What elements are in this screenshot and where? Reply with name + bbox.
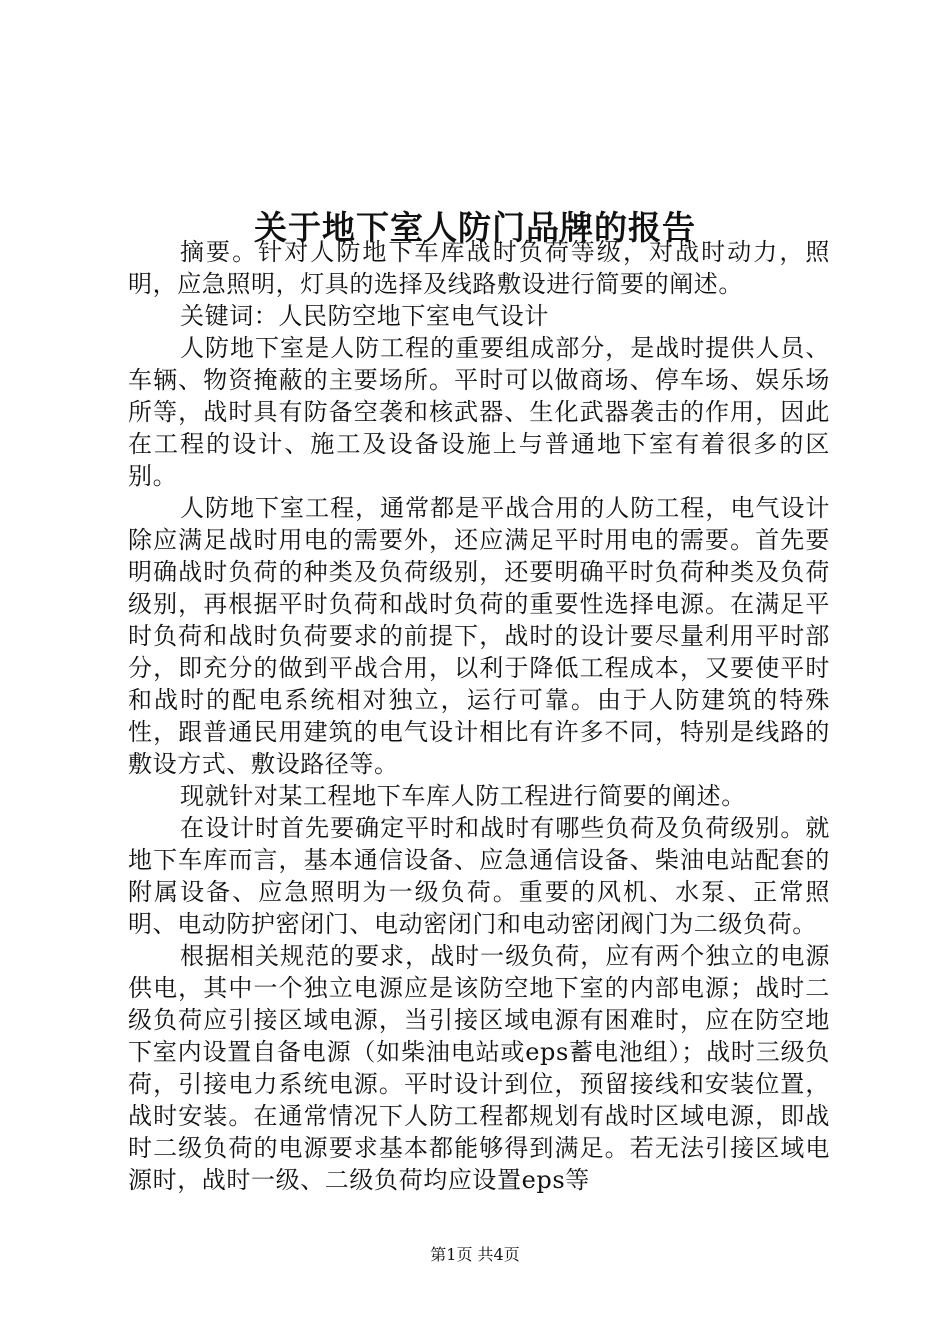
paragraph-keywords: 关键词：人民防空地下室电气设计 (180, 302, 549, 330)
paragraph-power-supply: 根据相关规范的要求，战时一级负荷，应有两个独立的电源供电，其中一个独立电源应是该防空地下室的内部电源；战时二级负荷应引接区域电源，当引接区域电源有困难时，应在防空地下室内设置自备电源（如柴油电站或eps蓄电池组）；战时三级负荷，引接电力系统电源。平时设计到位，预留接线和安装位置，战时安装。在通常情况下人防工程都规划有战时区域电源，即战时二级负荷的电源要求基本都能够得到满足。若无法引接区域电源时，战时一级、二级负荷均应设置eps等 (128, 942, 830, 1194)
paragraph-abstract: 摘要。针对人防地下车库战时负荷等级，对战时动力，照明，应急照明，灯具的选择及线路敷设进行简要的阐述。 (128, 238, 830, 298)
paragraph-project-statement: 现就针对某工程地下车库人防工程进行简要的阐述。 (180, 782, 746, 810)
document-title: 关于地下室人防门品牌的报告 (254, 208, 696, 248)
page-number-footer: 第1页 共4页 (430, 1245, 520, 1264)
paragraph-intro: 人防地下室是人防工程的重要组成部分，是战时提供人员、车辆、物资掩蔽的主要场所。平时可以做商场、停车场、娱乐场所等，战时具有防备空袭和核武器、生化武器袭击的作用，因此在工程的设计、施工及设备设施上与普通地下室有着很多的区别。 (128, 334, 830, 490)
document-body (128, 236, 830, 1196)
paragraph-load-levels: 在设计时首先要确定平时和战时有哪些负荷及负荷级别。就地下车库而言，基本通信设备、应急通信设备、柴油电站配套的附属设备、应急照明为一级负荷。重要的风机、水泵、正常照明、电动防护密闭门、电动密闭门和电动密闭阀门为二级负荷。 (128, 814, 830, 938)
paragraph-design-requirements: 人防地下室工程，通常都是平战合用的人防工程，电气设计除应满足战时用电的需要外，还应满足平时用电的需要。首先要明确战时负荷的种类及负荷级别，还要明确平时负荷种类及负荷级别，再根据平时负荷和战时负荷的重要性选择电源。在满足平时负荷和战时负荷要求的前提下，战时的设计要尽量利用平时部分，即充分的做到平战合用，以利于降低工程成本，又要使平时和战时的配电系统相对独立，运行可靠。由于人防建筑的特殊性，跟普通民用建筑的电气设计相比有许多不同，特别是线路的敷设方式、敷设路径等。 (128, 494, 830, 778)
